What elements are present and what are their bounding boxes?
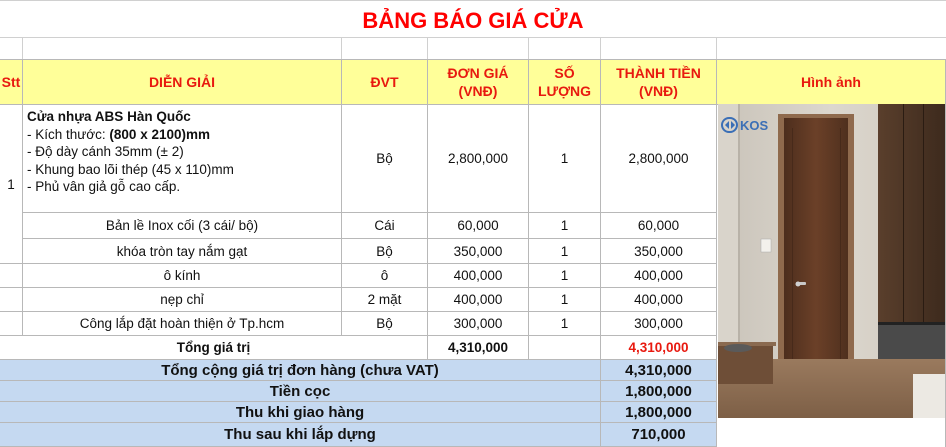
main-item-size-value: (800 x 2100)mm — [109, 126, 210, 142]
cell-row2-desc[interactable]: khóa tròn tay nắm gạt — [23, 239, 342, 264]
cell-main-so-luong[interactable]: 1 — [529, 105, 601, 213]
cell-row2-don-gia[interactable]: 350,000 — [428, 239, 529, 264]
cell-row3-thanh-tien[interactable]: 400,000 — [601, 264, 717, 288]
gridline — [0, 0, 946, 1]
cell-row4-so-luong[interactable]: 1 — [529, 288, 601, 312]
cell-row1-don-gia[interactable]: 60,000 — [428, 213, 529, 239]
summary-value-after-install[interactable]: 710,000 — [601, 423, 717, 447]
cell-row3-stt[interactable] — [0, 264, 23, 288]
total-so-luong[interactable] — [529, 336, 601, 360]
cell-row4-dvt[interactable]: 2 mặt — [342, 288, 428, 312]
summary-label-deposit[interactable]: Tiền cọc — [0, 381, 601, 402]
cell-row2-dvt[interactable]: Bộ — [342, 239, 428, 264]
gridline — [716, 37, 717, 59]
header-so-luong[interactable] — [529, 59, 601, 105]
header-stt[interactable]: Stt — [0, 59, 23, 105]
sheet-title: BẢNG BÁO GIÁ CỬA — [362, 8, 584, 33]
gridline — [427, 37, 428, 59]
gridline — [0, 37, 946, 38]
cell-main-description[interactable] — [23, 105, 342, 213]
summary-value-order-total[interactable]: 4,310,000 — [601, 360, 717, 381]
cell-row5-dvt[interactable]: Bộ — [342, 312, 428, 336]
header-thanh-tien[interactable] — [601, 59, 717, 105]
cell-row5-don-gia[interactable]: 300,000 — [428, 312, 529, 336]
cell-row3-desc[interactable]: ô kính — [23, 264, 342, 288]
cell-row1-desc[interactable]: Bản lề Inox cối (3 cái/ bộ) — [23, 213, 342, 239]
cell-row3-so-luong[interactable]: 1 — [529, 264, 601, 288]
cell-main-don-gia[interactable]: 2,800,000 — [428, 105, 529, 213]
header-thanh-tien-line1: THÀNH TIỀN — [616, 65, 701, 81]
gridline — [528, 37, 529, 59]
cell-row2-thanh-tien[interactable]: 350,000 — [601, 239, 717, 264]
header-don-gia-line2: (VNĐ) — [458, 83, 498, 99]
cell-row1-thanh-tien[interactable]: 60,000 — [601, 213, 717, 239]
cell-main-thanh-tien[interactable]: 2,800,000 — [601, 105, 717, 213]
cell-row5-stt[interactable] — [0, 312, 23, 336]
summary-label-after-install[interactable]: Thu sau khi lắp dựng — [0, 423, 601, 447]
header-don-gia-line1: ĐƠN GIÁ — [447, 65, 509, 81]
header-thanh-tien-line2: (VNĐ) — [639, 83, 678, 99]
door-photo — [718, 104, 945, 418]
cell-row5-desc[interactable]: Công lắp đặt hoàn thiện ở Tp.hcm — [23, 312, 342, 336]
main-item-size — [27, 126, 210, 144]
header-don-gia[interactable] — [428, 59, 529, 105]
cell-stt-1[interactable]: 1 — [0, 105, 23, 264]
cell-row4-stt[interactable] — [0, 288, 23, 312]
total-don-gia[interactable]: 4,310,000 — [428, 336, 529, 360]
cell-row4-desc[interactable]: nẹp chỉ — [23, 288, 342, 312]
cell-row4-don-gia[interactable]: 400,000 — [428, 288, 529, 312]
door-photo-image — [718, 104, 945, 418]
cell-row3-dvt[interactable]: ô — [342, 264, 428, 288]
main-item-frame: - Khung bao lõi thép (45 x 110)mm — [27, 161, 234, 177]
gridline — [22, 37, 23, 59]
summary-label-on-delivery[interactable]: Thu khi giao hàng — [0, 402, 601, 423]
cell-row2-so-luong[interactable]: 1 — [529, 239, 601, 264]
header-dvt[interactable]: ĐVT — [342, 59, 428, 105]
cell-row3-don-gia[interactable]: 400,000 — [428, 264, 529, 288]
main-item-thickness: - Độ dày cánh 35mm (± 2) — [27, 144, 184, 159]
cell-row5-so-luong[interactable]: 1 — [529, 312, 601, 336]
gridline — [600, 37, 601, 59]
summary-value-on-delivery[interactable]: 1,800,000 — [601, 402, 717, 423]
cell-row4-thanh-tien[interactable]: 400,000 — [601, 288, 717, 312]
header-so-luong-line1: SỐ — [554, 65, 575, 81]
cell-main-dvt[interactable]: Bộ — [342, 105, 428, 213]
total-label[interactable]: Tổng giá trị — [0, 336, 428, 360]
photo-logo-text: KOS — [740, 118, 769, 133]
header-hinh-anh[interactable]: Hình ảnh — [717, 59, 946, 105]
gridline — [341, 37, 342, 59]
cell-row1-so-luong[interactable]: 1 — [529, 213, 601, 239]
main-item-finish: - Phủ vân giả gỗ cao cấp. — [27, 179, 181, 194]
summary-label-order-total[interactable]: Tổng cộng giá trị đơn hàng (chưa VAT) — [0, 360, 601, 381]
cell-row1-dvt[interactable]: Cái — [342, 213, 428, 239]
header-so-luong-line2: LƯỢNG — [537, 83, 592, 99]
main-item-name: Cửa nhựa ABS Hàn Quốc — [27, 109, 191, 124]
cell-row5-thanh-tien[interactable]: 300,000 — [601, 312, 717, 336]
total-thanh-tien[interactable]: 4,310,000 — [601, 336, 717, 360]
main-item-size-prefix: - Kích thước: — [27, 126, 110, 142]
header-dien-giai[interactable]: DIỄN GIẢI — [23, 59, 342, 105]
summary-value-deposit[interactable]: 1,800,000 — [601, 381, 717, 402]
